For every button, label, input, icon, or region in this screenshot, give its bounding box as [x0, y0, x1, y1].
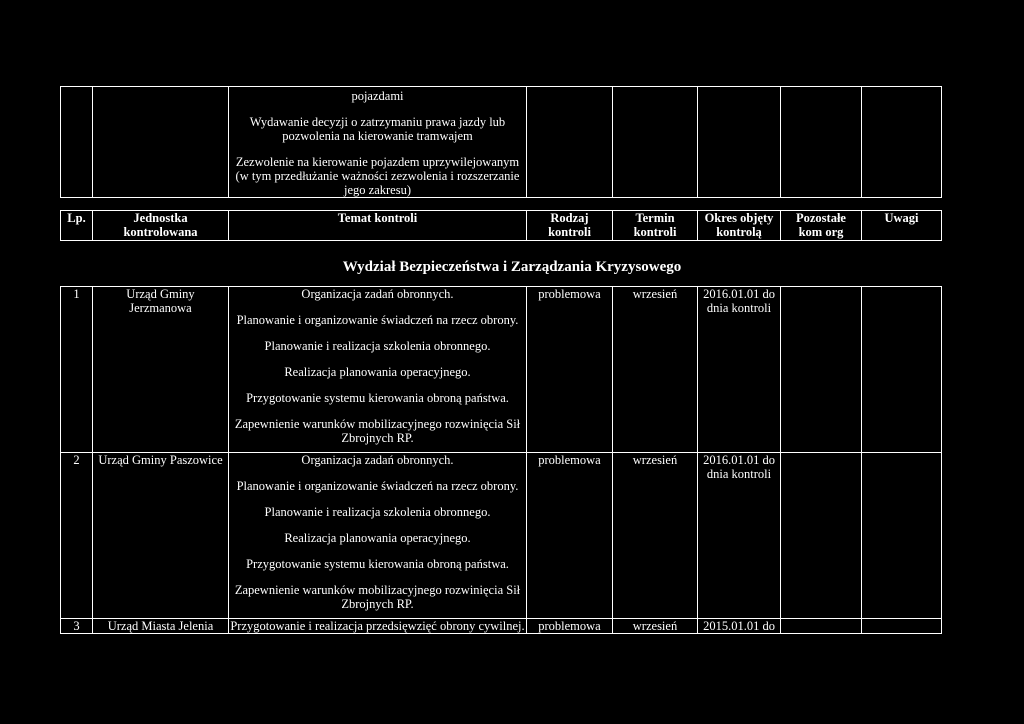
- header-period: Okres objęty kontrolą: [698, 211, 781, 241]
- row-notes: [862, 453, 942, 619]
- topic-item: Planowanie i organizowanie świadczeń na rzecz obrony.: [236, 313, 519, 327]
- row-lp: 2: [61, 453, 93, 619]
- row-lp: 1: [61, 287, 93, 453]
- header-table: [60, 210, 942, 241]
- topic-item: Przygotowanie systemu kierowania obroną państwa.: [246, 557, 509, 571]
- table-row: [61, 287, 942, 453]
- cont-topic-line: Wydawanie decyzji o zatrzymaniu prawa jazdy lub pozwolenia na kierowanie tramwajem: [249, 115, 506, 143]
- row-unit: Urząd Gminy Paszowice: [93, 453, 229, 619]
- header-lp: Lp.: [61, 211, 93, 241]
- topic-item: Planowanie i organizowanie świadczeń na rzecz obrony.: [236, 479, 519, 493]
- row-topics: [229, 287, 527, 453]
- cont-unit-cell: [93, 87, 229, 198]
- cont-topic-line: pojazdami: [351, 89, 404, 103]
- header-term: Termin kontroli: [613, 211, 698, 241]
- topic-item: Zapewnienie warunków mobilizacyjnego rozwinięcia Sił Zbrojnych RP.: [234, 417, 521, 445]
- row-unit: Urząd Miasta Jelenia: [93, 619, 229, 634]
- row-term: wrzesień: [613, 619, 698, 634]
- row-term: wrzesień: [613, 287, 698, 453]
- cont-topic-cell: [229, 87, 527, 198]
- topic-item: Przygotowanie systemu kierowania obroną państwa.: [246, 391, 509, 405]
- topic-item: Realizacja planowania operacyjnego.: [284, 365, 471, 379]
- row-notes: [862, 619, 942, 634]
- topic-item: Zapewnienie warunków mobilizacyjnego rozwinięcia Sił Zbrojnych RP.: [234, 583, 521, 611]
- table-row: [61, 453, 942, 619]
- row-lp: 3: [61, 619, 93, 634]
- row-type: problemowa: [527, 619, 613, 634]
- row-period: 2015.01.01 do: [698, 619, 781, 634]
- cont-type-cell: [527, 87, 613, 198]
- topic-item: Planowanie i realizacja szkolenia obronnego.: [264, 505, 491, 519]
- row-topics: [229, 453, 527, 619]
- topic-item: Planowanie i realizacja szkolenia obronnego.: [264, 339, 491, 353]
- cont-term-cell: [613, 87, 698, 198]
- header-notes: Uwagi: [862, 211, 942, 241]
- header-unit: Jednostka kontrolowana: [93, 211, 229, 241]
- row-topics: [229, 619, 527, 634]
- continuation-table: [60, 86, 942, 198]
- row-type: problemowa: [527, 453, 613, 619]
- topic-item: Realizacja planowania operacyjnego.: [284, 531, 471, 545]
- row-period: 2016.01.01 do dnia kontroli: [698, 287, 781, 453]
- row-period: 2016.01.01 do dnia kontroli: [698, 453, 781, 619]
- table-row: [61, 619, 942, 634]
- row-notes: [862, 287, 942, 453]
- header-other: Pozostałe kom org: [781, 211, 862, 241]
- cont-lp-cell: [61, 87, 93, 198]
- row-other: [781, 287, 862, 453]
- cont-other-cell: [781, 87, 862, 198]
- row-type: problemowa: [527, 287, 613, 453]
- cont-period-cell: [698, 87, 781, 198]
- header-type: Rodzaj kontroli: [527, 211, 613, 241]
- topic-item: Organizacja zadań obronnych.: [301, 287, 454, 301]
- row-unit: Urząd Gminy Jerzmanowa: [93, 287, 229, 453]
- row-term: wrzesień: [613, 453, 698, 619]
- topic-item: Przygotowanie i realizacja przedsięwzięć obrony cywilnej.: [230, 619, 525, 633]
- row-other: [781, 619, 862, 634]
- topic-item: Organizacja zadań obronnych.: [301, 453, 454, 467]
- header-topic: Temat kontroli: [229, 211, 527, 241]
- section-title: Wydział Bezpieczeństwa i Zarządzania Kryzysowego: [342, 259, 682, 275]
- cont-topic-line: Zezwolenie na kierowanie pojazdem uprzywilejowanym (w tym przedłużanie ważności zezwolenia i rozszerzanie jego zakresu): [235, 155, 520, 197]
- inspection-table: [60, 286, 942, 634]
- cont-notes-cell: [862, 87, 942, 198]
- row-other: [781, 453, 862, 619]
